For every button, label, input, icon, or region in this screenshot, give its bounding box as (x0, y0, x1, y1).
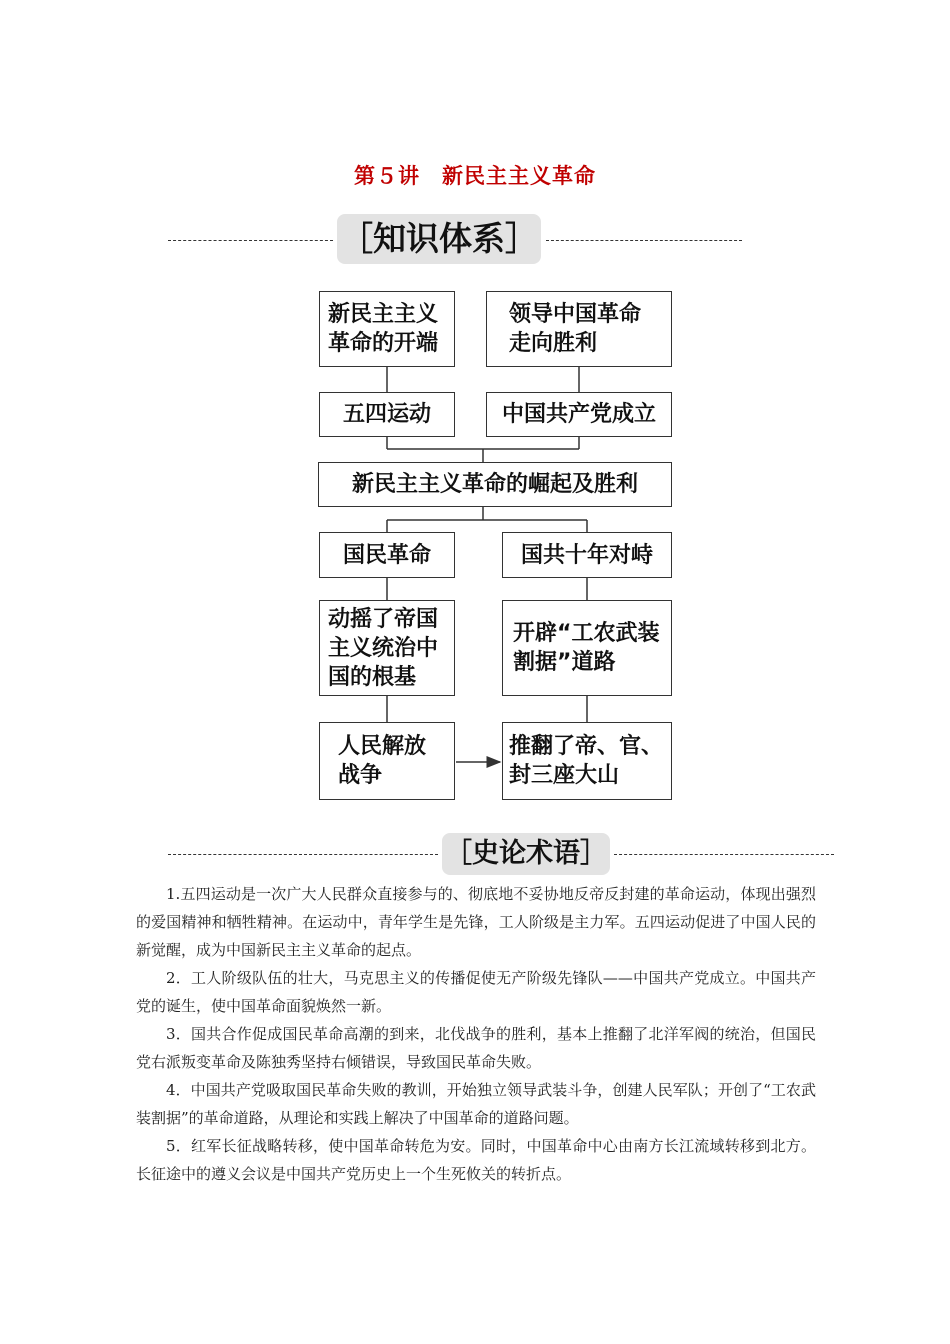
box-peoples-liberation-war: 人民解放战争 (319, 722, 455, 800)
box-national-revolution: 国民革命 (319, 532, 455, 578)
section-heading-knowledge-system: ［知识体系］ (337, 214, 541, 264)
box-overthrew-three-mountains: 推翻了帝、官、封三座大山 (502, 722, 672, 800)
page-title: 第５讲 新民主主义革命 (354, 164, 596, 188)
box-ten-year-confrontation: 国共十年对峙 (502, 532, 672, 578)
paragraph-5: 5．红军长征战略转移，使中国革命转危为安。同时，中国革命中心由南方长江流域转移到北方。长征途中的遵义会议是中国共产党历史上一个生死攸关的转折点。 (136, 1137, 816, 1183)
section-divider-left (168, 854, 438, 855)
box-shook-imperialist-rule: 动摇了帝国主义统治中国的根基 (319, 600, 455, 696)
box-rise-and-victory: 新民主主义革命的崛起及胜利 (318, 462, 672, 507)
paragraph-1: 1.五四运动是一次广大人民群众直接参与的、彻底地不妥协地反帝反封建的革命运动，体现出强烈的爱国精神和牺牲精神。在运动中，青年学生是先锋，工人阶级是主力军。五四运动促进了中国人民的新觉醒，成为中国新民主主义革命的起点。 (136, 885, 816, 959)
paragraph-4: 4．中国共产党吸取国民革命失败的教训，开始独立领导武装斗争，创建人民军队；开创了“工农武装割据”的革命道路，从理论和实践上解决了中国革命的道路问题。 (136, 1081, 816, 1127)
box-new-democratic-revolution-start: 新民主主义革命的开端 (319, 291, 455, 367)
box-may-fourth-movement: 五四运动 (319, 392, 455, 437)
box-ccp-founded: 中国共产党成立 (486, 392, 672, 437)
box-opened-armed-separatist-road: 开辟“工农武装割据”道路 (502, 600, 672, 696)
paragraph-3: 3．国共合作促成国民革命高潮的到来，北伐战争的胜利，基本上推翻了北洋军阀的统治，但国民党右派叛变革命及陈独秀坚持右倾错误，导致国民革命失败。 (136, 1025, 816, 1071)
box-lead-revolution-to-victory: 领导中国革命走向胜利 (486, 291, 672, 367)
section-divider-right (614, 854, 834, 855)
section-heading-historical-terms: ［史论术语］ (442, 833, 610, 875)
historical-terms-list (136, 880, 816, 1188)
paragraph-2: 2．工人阶级队伍的壮大，马克思主义的传播促使无产阶级先锋队——中国共产党成立。中国共产党的诞生，使中国革命面貌焕然一新。 (136, 969, 816, 1015)
